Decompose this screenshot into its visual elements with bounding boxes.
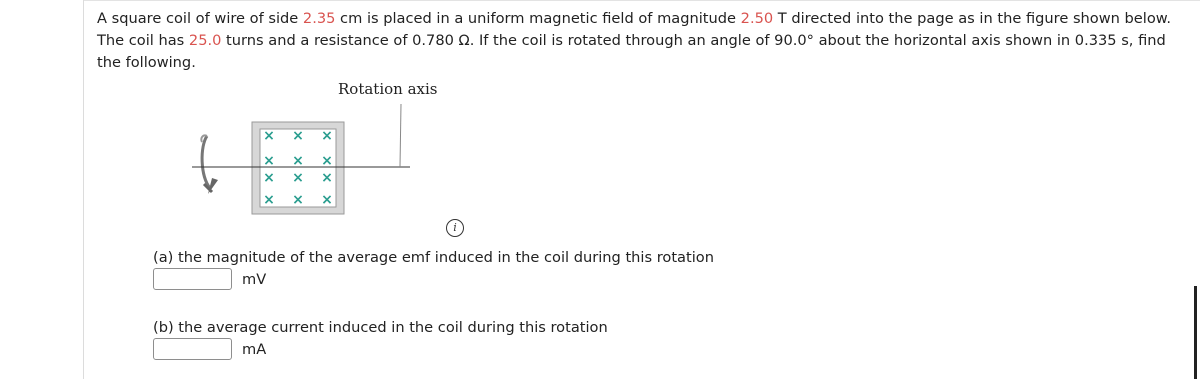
field-mark-icon: ×: [321, 170, 333, 186]
turns-value: 25.0: [188, 32, 222, 49]
problem-text-3: T directed into the page as in the figure shown below. The coil has: [97, 10, 1172, 49]
answer-b-input[interactable]: [153, 338, 232, 360]
field-mark-icon: ×: [263, 192, 275, 208]
problem-statement: [97, 8, 1177, 74]
problem-text-1: A square coil of wire of side: [97, 10, 303, 27]
field-mark-icon: ×: [292, 153, 304, 169]
field-mark-icon: ×: [321, 153, 333, 169]
field-mark-icon: ×: [263, 170, 275, 186]
info-icon[interactable]: i: [446, 219, 464, 237]
problem-text-4: turns and a resistance of 0.780 Ω. If the coil is rotated through an angle of 90.0° about the horizontal axis shown in 0.335 s, find the following.: [97, 32, 1166, 71]
field-mark-icon: ×: [292, 170, 304, 186]
coil-figure: [180, 76, 480, 226]
field-mark-icon: ×: [292, 192, 304, 208]
rotation-axis-label: Rotation axis: [338, 80, 438, 98]
question-b: (b) the average current induced in the coil during this rotation: [153, 319, 608, 336]
field-mark-icon: ×: [263, 128, 275, 144]
unit-b: mA: [242, 341, 267, 358]
field-marks: [263, 128, 333, 208]
field-mark-icon: ×: [263, 153, 275, 169]
problem-text-2: cm is placed in a uniform magnetic field of magnitude: [335, 10, 741, 27]
side-value: 2.35: [302, 10, 336, 27]
axis-pointer-line: [400, 104, 401, 167]
rotation-arrow-icon: [201, 135, 218, 194]
unit-a: mV: [242, 271, 267, 288]
field-mark-icon: ×: [321, 192, 333, 208]
field-mark-icon: ×: [321, 128, 333, 144]
answer-a-input[interactable]: [153, 268, 232, 290]
scrollbar[interactable]: [1194, 286, 1197, 379]
question-a: (a) the magnitude of the average emf induced in the coil during this rotation: [153, 249, 714, 266]
field-value: 2.50: [740, 10, 774, 27]
field-mark-icon: ×: [292, 128, 304, 144]
